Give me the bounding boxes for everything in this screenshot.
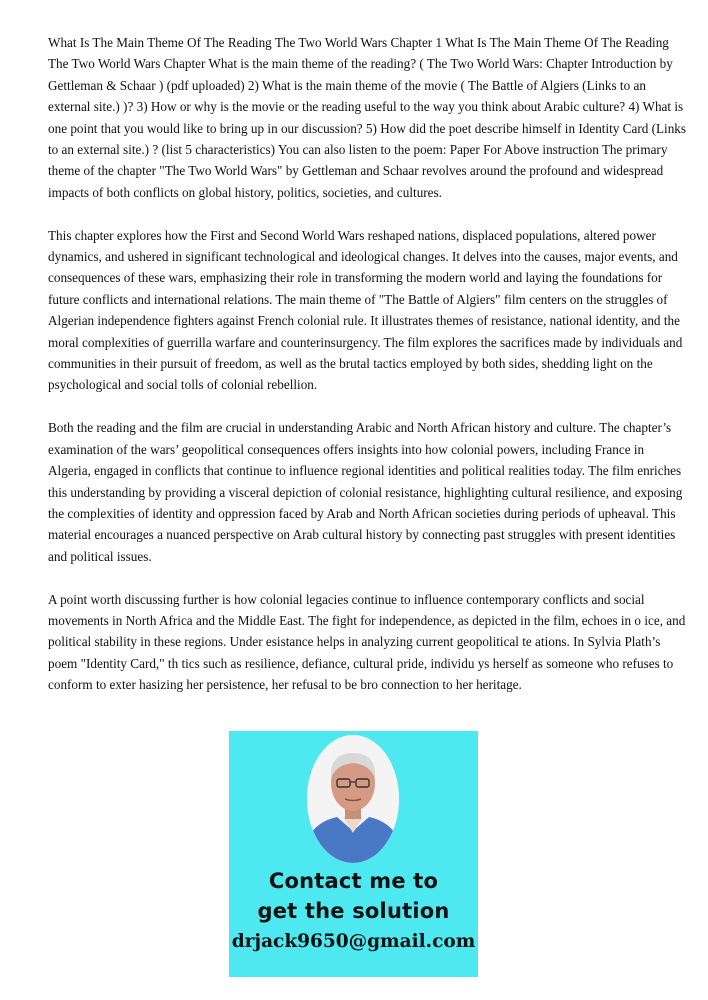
document-body [48,32,688,717]
author-photo [307,735,399,863]
contact-promo-banner[interactable] [229,731,478,977]
person-portrait-icon [307,735,399,863]
paragraph-1: What Is The Main Theme Of The Reading The Two World Wars Chapter 1 What Is The Main Theme Of The Reading The Two World Wars Chapter What is the main theme of the reading? ( The Two World Wars: Chapter Introduction by Gettleman & Schaar ) (pdf uploaded) 2) What is the main theme of the movie ( The Battle of Algiers (Links to an external site.) )? 3) How or why is the movie or the reading useful to the way you think about Arabic culture? 4) What is one point that you would like to bring up in our discussion? 5) How did the poet describe himself in Identity Card (Links to an external site.) ? (list 5 characteristics) You can also listen to the poem: Paper For Above instruction The primary theme of the chapter "The Two World Wars" by Gettleman and Schaar revolves around the profound and widespread impacts of both conflicts on global history, politics, societies, and cultures. [48,35,687,200]
promo-headline-line-1: Contact me to [268,869,439,893]
promo-email[interactable]: drjack9650@gmail.com [231,931,476,952]
paragraph-2: This chapter explores how the First and Second World Wars reshaped nations, displaced populations, altered power dynamics, and ushered in significant technological and ideological changes. It delves into the causes, major events, and consequences of these wars, emphasizing their role in transforming the modern world and laying the foundations for future conflicts and international relations. The main theme of "The Battle of Algiers" film centers on the struggles of Algerian independence fighters against French colonial rule. It illustrates themes of resistance, national identity, and the moral complexities of guerrilla warfare and counterinsurgency. The film explores the sacrifices made by individuals and communities in their pursuit of freedom, as well as the brutal tactics employed by both sides, shedding light on the psychological and social tolls of colonial rebellion. [48,227,683,393]
promo-headline-line-2: get the solution [257,899,450,923]
paragraph-3: Both the reading and the film are crucial in understanding Arabic and North African history and culture. The chapter’s examination of the wars’ geopolitical consequences offers insights into how colonial powers, including France in Algeria, engaged in conflicts that continue to influence regional identities and political realities today. The film enriches this understanding by providing a visceral depiction of colonial resistance, highlighting cultural resilience, and exposing the complexities of identity and oppression faced by Arab and North African societies during periods of upheaval. This material encourages a nuanced perspective on Arab cultural history by connecting past struggles with present identities and political issues. [48,420,683,564]
paragraph-4: A point worth discussing further is how colonial legacies continue to influence contemporary conflicts and social movements in North Africa and the Middle East. The fight for independence, as depicted in the film, echoes in o ice, and political stability in these regions. Under esistance helps in analyzing current geopolitical te ations. In Sylvia Plath’s poem "Identity Card," th tics such as resilience, defiance, cultural pride, individu ys herself as someone who refuses to conform to exter hasizing her persistence, her refusal to be bro connection to her heritage. [48,591,686,693]
